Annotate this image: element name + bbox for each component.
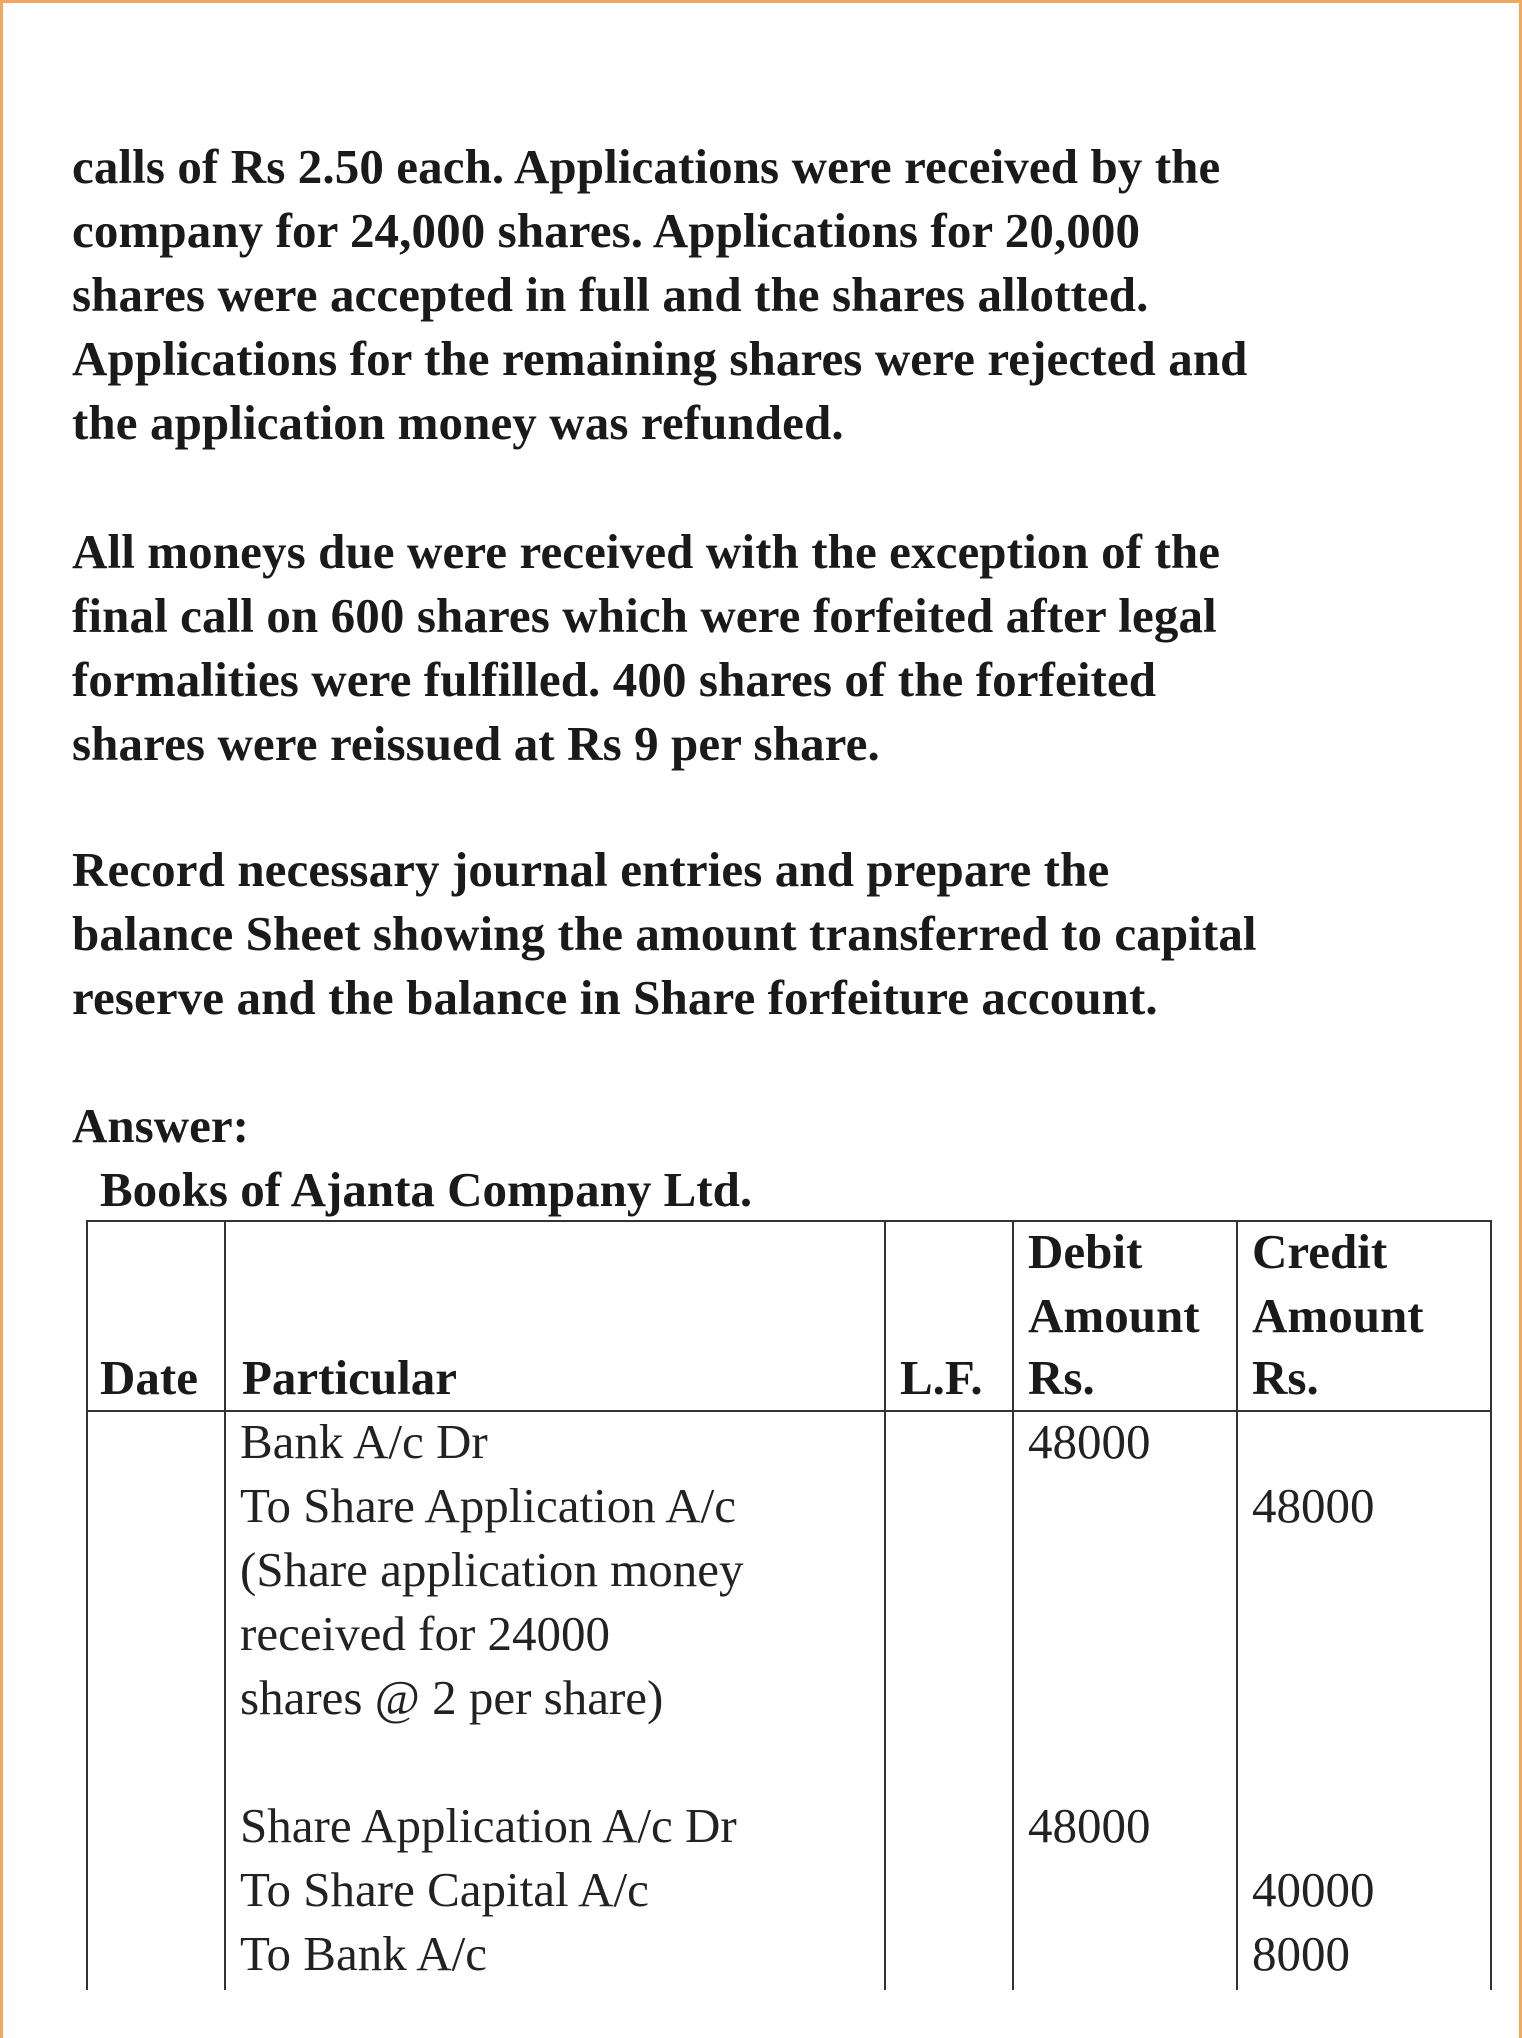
entry-2-line-2: To Share Capital A/c xyxy=(240,1862,649,1917)
entry-1-line-1: Bank A/c Dr xyxy=(240,1414,488,1469)
column-divider-particular xyxy=(224,1220,226,1990)
question-paragraph-1 xyxy=(72,135,1472,455)
entry-1-line-2: To Share Application A/c xyxy=(240,1478,737,1533)
entry-1-line-5: shares @ 2 per share) xyxy=(240,1670,664,1725)
header-date: Date xyxy=(100,1350,198,1405)
question-paragraph-3 xyxy=(72,838,1472,1030)
header-debit-line-1: Debit xyxy=(1028,1224,1143,1279)
text-line: company for 24,000 shares. Applications for 20,000 xyxy=(72,203,1141,258)
column-divider-lf xyxy=(884,1220,886,1990)
header-credit-line-2: Amount xyxy=(1252,1288,1424,1343)
entry-1-credit: 48000 xyxy=(1252,1478,1375,1533)
question-paragraph-2 xyxy=(72,520,1472,776)
text-line: the application money was refunded. xyxy=(72,395,844,450)
books-title: Books of Ajanta Company Ltd. xyxy=(100,1162,753,1217)
header-credit-line-3: Rs. xyxy=(1252,1350,1319,1405)
header-debit-line-2: Amount xyxy=(1028,1288,1200,1343)
entry-2-credit-1: 40000 xyxy=(1252,1862,1375,1917)
text-line: shares were accepted in full and the shares allotted. xyxy=(72,267,1149,322)
text-line: balance Sheet showing the amount transferred to capital xyxy=(72,906,1257,961)
header-credit-line-1: Credit xyxy=(1252,1224,1388,1279)
text-line: All moneys due were received with the exception of the xyxy=(72,524,1221,579)
table-right-border xyxy=(1490,1220,1492,1990)
table-left-border xyxy=(86,1220,88,1990)
header-lf: L.F. xyxy=(900,1350,983,1405)
answer-label: Answer: xyxy=(72,1098,249,1153)
entry-1-line-4: received for 24000 xyxy=(240,1606,611,1661)
entry-2-debit: 48000 xyxy=(1028,1798,1151,1853)
entry-2-credit-2: 8000 xyxy=(1252,1926,1350,1981)
text-line: formalities were fulfilled. 400 shares of the forfeited xyxy=(72,652,1157,707)
header-particular: Particular xyxy=(242,1350,457,1405)
entry-2-line-3: To Bank A/c xyxy=(240,1926,487,1981)
journal-table xyxy=(86,1220,1492,1990)
entry-1-line-3: (Share application money xyxy=(240,1542,744,1597)
column-divider-credit xyxy=(1236,1220,1238,1990)
text-line: Record necessary journal entries and prepare the xyxy=(72,842,1110,897)
column-divider-debit xyxy=(1012,1220,1014,1990)
header-debit-line-3: Rs. xyxy=(1028,1350,1095,1405)
text-line: calls of Rs 2.50 each. Applications were received by the xyxy=(72,139,1221,194)
entry-1-debit: 48000 xyxy=(1028,1414,1151,1469)
text-line: Applications for the remaining shares were rejected and xyxy=(72,331,1248,386)
text-line: reserve and the balance in Share forfeiture account. xyxy=(72,970,1158,1025)
entry-2-line-1: Share Application A/c Dr xyxy=(240,1798,737,1853)
text-line: shares were reissued at Rs 9 per share. xyxy=(72,716,880,771)
text-line: final call on 600 shares which were forfeited after legal xyxy=(72,588,1217,643)
